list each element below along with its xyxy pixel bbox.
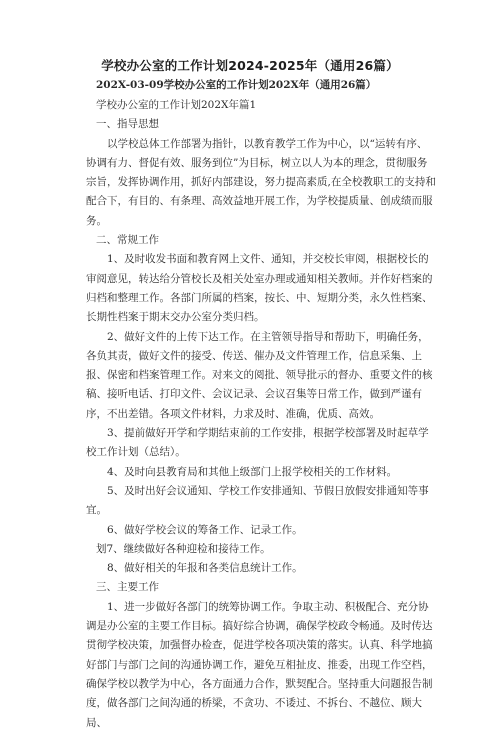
paragraph: 一、指导思想 [96, 118, 159, 131]
paragraph: 8、做好相关的年报和各类信息统计工作。 [107, 562, 303, 575]
paragraph: 三、主要工作 [96, 581, 159, 594]
paragraph: 5、及时出好会议通知、学校工作安排通知、节假日放假安排通知等事宜。 [86, 484, 429, 517]
paragraph: 6、做好学校会议的筹备工作、记录工作。 [107, 523, 303, 536]
paragraph: 3、提前做好开学和学期结束前的工作安排，根据学校部署及时起草学校工作计划（总结）。 [86, 427, 429, 459]
paragraph: 1、进一步做好各部门的统筹协调工作。争取主动、积极配合、充分协调是办公室的主要工作目标。搞好综合协调，确保学校政令畅通。及时传达贯彻学校决策，加强督办检查，促进学校各项决策的落实。认真、科学地搞好部门与部门之间的沟通协调工作，避免互相扯皮、推委，出现工作空档，确保学校以教学为中心，各方面通力合作，默契配合。坚持重大问题报告制度，做各部门之间沟通的桥梁，不贪功、不诿过、不拆台、不越位、顾大局、 [86, 600, 433, 729]
paragraph: 2、做好文件的上传下达工作。在主管领导指导和帮助下，明确任务，各负其责，做好文件的接受、传送、催办及文件管理工作，信息采集、上报、保密和档案管理工作。对来文的阅批、领导批示的督办、重要文件的核稿、接听电话、打印文件、会议记录、会议召集等日常工作，做到严谨有序，不出差错。各项文件材料，力求及时、准确，优质、高效。 [86, 330, 433, 420]
paragraph: 学校办公室的工作计划202X年篇1 [96, 99, 257, 111]
paragraph: 以学校总体工作部署为指针，以教育教学工作为中心，以“运转有序、协调有力、督促有效、服务到位”为目标，树立以人为本的理念，贯彻服务宗旨，发挥协调作用，抓好内部建设，努力提高素质,在全校教职工的支持和配合下，有目的、有条理、高效益地开展工作，为学校提质量、创成绩而服务。 [86, 137, 436, 227]
document-title: 学校办公室的工作计划2024-2025年（通用26篇） [101, 58, 399, 73]
paragraph: 二、常规工作 [96, 234, 159, 247]
document-body [86, 96, 436, 733]
paragraph: 划7、继续做好各种迎检和接待工作。 [96, 542, 271, 555]
paragraph: 4、及时向县教育局和其他上级部门上报学校相关的工作材料。 [107, 465, 398, 478]
paragraph: 1、及时收发书面和教育网上文件、通知，并交校长审阅，根据校长的审阅意见，转达给分管校长及相关处室办理或通知相关教师。并作好档案的归档和整理工作。各部门所属的档案，按长、中、短期分类，永久性档案、长期性档案于期末交办公室分类归档。 [86, 253, 433, 324]
document-date-line: 202X-03-09学校办公室的工作计划202X年（通用26篇） [96, 79, 377, 91]
